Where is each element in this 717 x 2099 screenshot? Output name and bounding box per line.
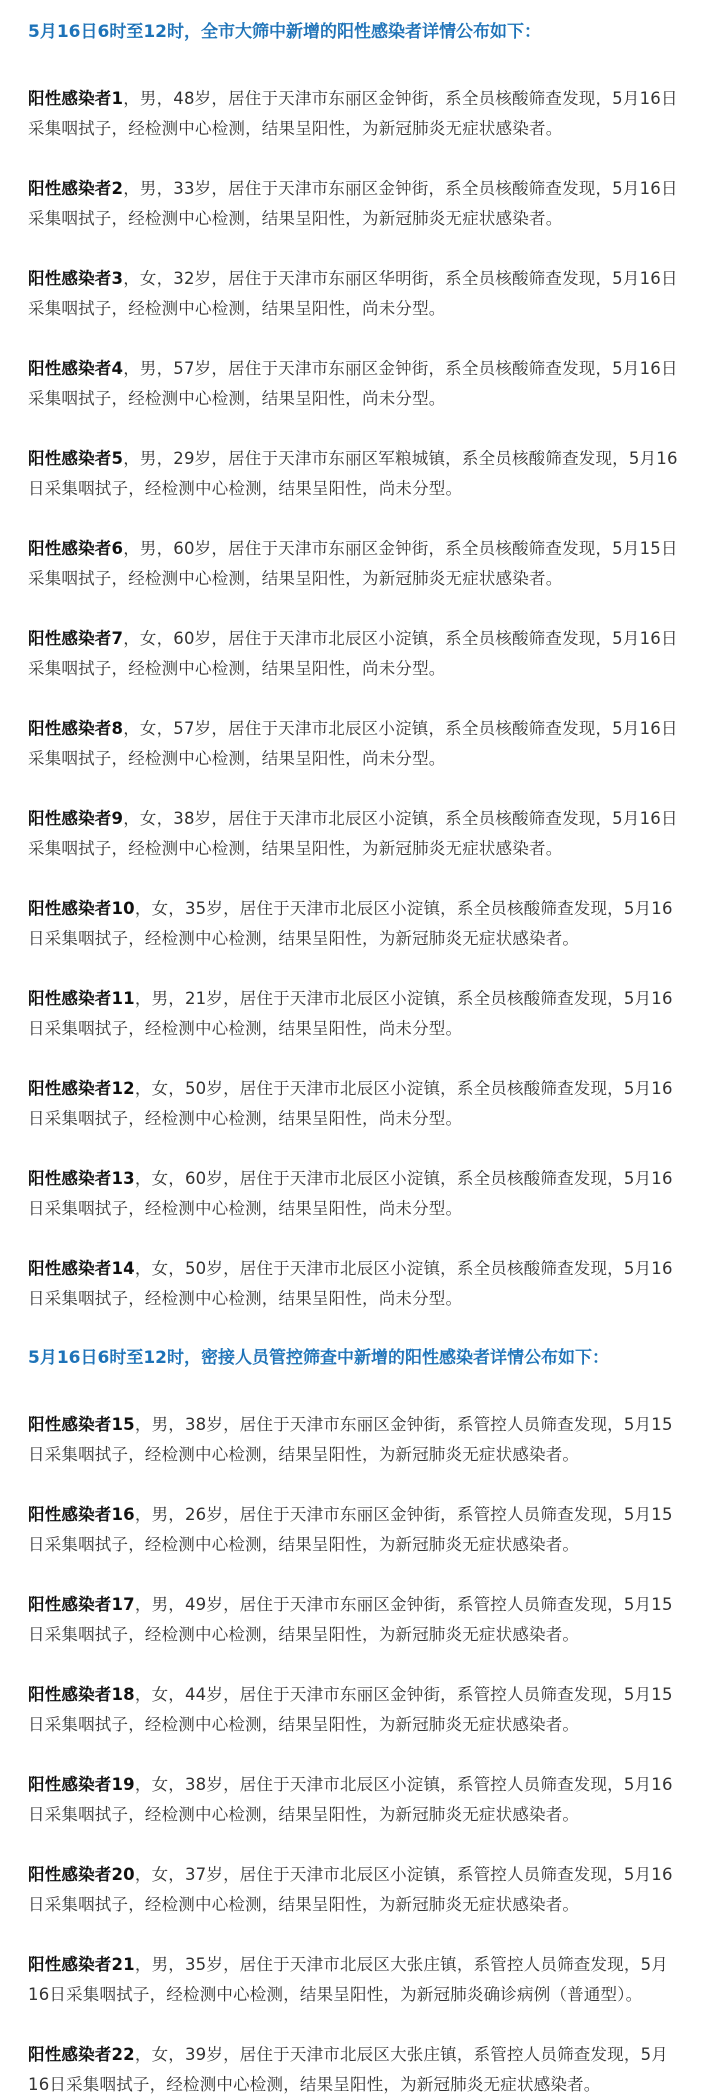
case-details: ，女，38岁，居住于天津市北辰区小淀镇，系全员核酸筛查发现，5月16日采集咽拭子，经检测中心检测，结果呈阳性，为新冠肺炎无症状感染者。 — [28, 809, 678, 858]
case-details: ，女，44岁，居住于天津市东丽区金钟街，系管控人员筛查发现，5月15日采集咽拭子，经检测中心检测，结果呈阳性，为新冠肺炎无症状感染者。 — [28, 1685, 673, 1734]
case-paragraph — [28, 1860, 688, 1919]
case-paragraph — [28, 264, 688, 323]
case-paragraph — [28, 174, 688, 233]
case-paragraph — [28, 354, 688, 413]
case-label: 阳性感染者19 — [28, 1775, 135, 1794]
case-paragraph — [28, 1500, 688, 1559]
case-details: ，男，48岁，居住于天津市东丽区金钟街，系全员核酸筛查发现，5月16日采集咽拭子，经检测中心检测，结果呈阳性，为新冠肺炎无症状感染者。 — [28, 89, 678, 138]
section-heading: 5月16日6时至12时，全市大筛中新增的阳性感染者详情公布如下： — [28, 22, 541, 42]
case-details: ，女，32岁，居住于天津市东丽区华明街，系全员核酸筛查发现，5月16日采集咽拭子，经检测中心检测，结果呈阳性，尚未分型。 — [28, 269, 678, 318]
case-details: ，男，35岁，居住于天津市北辰区大张庄镇，系管控人员筛查发现，5月16日采集咽拭子，经检测中心检测，结果呈阳性，为新冠肺炎确诊病例（普通型）。 — [28, 1955, 668, 2004]
case-details: ，女，57岁，居住于天津市北辰区小淀镇，系全员核酸筛查发现，5月16日采集咽拭子，经检测中心检测，结果呈阳性，尚未分型。 — [28, 719, 678, 768]
case-label: 阳性感染者18 — [28, 1685, 135, 1704]
case-paragraph — [28, 1590, 688, 1649]
case-details: ，女，60岁，居住于天津市北辰区小淀镇，系全员核酸筛查发现，5月16日采集咽拭子，经检测中心检测，结果呈阳性，尚未分型。 — [28, 629, 678, 678]
case-details: ，女，60岁，居住于天津市北辰区小淀镇，系全员核酸筛查发现，5月16日采集咽拭子，经检测中心检测，结果呈阳性，尚未分型。 — [28, 1169, 673, 1218]
case-paragraph — [28, 84, 688, 143]
case-paragraph — [28, 1410, 688, 1469]
case-details: ，男，26岁，居住于天津市东丽区金钟街，系管控人员筛查发现，5月15日采集咽拭子，经检测中心检测，结果呈阳性，为新冠肺炎无症状感染者。 — [28, 1505, 673, 1554]
case-label: 阳性感染者13 — [28, 1169, 135, 1188]
case-details: ，男，29岁，居住于天津市东丽区军粮城镇，系全员核酸筛查发现，5月16日采集咽拭子，经检测中心检测，结果呈阳性，尚未分型。 — [28, 449, 678, 498]
case-paragraph — [28, 444, 688, 503]
case-label: 阳性感染者11 — [28, 989, 135, 1008]
case-details: ，男，49岁，居住于天津市东丽区金钟街，系管控人员筛查发现，5月15日采集咽拭子，经检测中心检测，结果呈阳性，为新冠肺炎无症状感染者。 — [28, 1595, 673, 1644]
case-label: 阳性感染者3 — [28, 269, 124, 288]
case-label: 阳性感染者22 — [28, 2045, 135, 2064]
case-paragraph — [28, 1074, 688, 1133]
case-label: 阳性感染者2 — [28, 179, 124, 198]
case-label: 阳性感染者7 — [28, 629, 124, 648]
case-details: ，男，57岁，居住于天津市东丽区金钟街，系全员核酸筛查发现，5月16日采集咽拭子，经检测中心检测，结果呈阳性，尚未分型。 — [28, 359, 678, 408]
case-details: ，女，50岁，居住于天津市北辰区小淀镇，系全员核酸筛查发现，5月16日采集咽拭子，经检测中心检测，结果呈阳性，尚未分型。 — [28, 1079, 673, 1128]
case-details: ，女，37岁，居住于天津市北辰区小淀镇，系管控人员筛查发现，5月16日采集咽拭子，经检测中心检测，结果呈阳性，为新冠肺炎无症状感染者。 — [28, 1865, 673, 1914]
case-details: ，女，39岁，居住于天津市北辰区大张庄镇，系管控人员筛查发现，5月16日采集咽拭子，经检测中心检测，结果呈阳性，为新冠肺炎无症状感染者。 — [28, 2045, 668, 2094]
case-paragraph — [28, 1770, 688, 1829]
section-close-contact-screening — [28, 1344, 688, 2099]
article-body — [28, 0, 688, 2099]
case-label: 阳性感染者16 — [28, 1505, 135, 1524]
case-paragraph — [28, 534, 688, 593]
case-label: 阳性感染者4 — [28, 359, 124, 378]
case-label: 阳性感染者5 — [28, 449, 124, 468]
case-paragraph — [28, 714, 688, 773]
case-details: ，女，38岁，居住于天津市北辰区小淀镇，系管控人员筛查发现，5月16日采集咽拭子，经检测中心检测，结果呈阳性，为新冠肺炎无症状感染者。 — [28, 1775, 673, 1824]
case-label: 阳性感染者20 — [28, 1865, 135, 1884]
case-paragraph — [28, 1254, 688, 1313]
case-paragraph — [28, 1164, 688, 1223]
case-details: ，女，50岁，居住于天津市北辰区小淀镇，系全员核酸筛查发现，5月16日采集咽拭子，经检测中心检测，结果呈阳性，尚未分型。 — [28, 1259, 673, 1308]
case-details: ，男，60岁，居住于天津市东丽区金钟街，系全员核酸筛查发现，5月15日采集咽拭子，经检测中心检测，结果呈阳性，为新冠肺炎无症状感染者。 — [28, 539, 678, 588]
case-paragraph — [28, 1950, 688, 2009]
section-mass-screening — [28, 18, 688, 1313]
case-label: 阳性感染者6 — [28, 539, 124, 558]
case-label: 阳性感染者9 — [28, 809, 124, 828]
case-paragraph — [28, 1680, 688, 1739]
case-label: 阳性感染者14 — [28, 1259, 135, 1278]
case-label: 阳性感染者10 — [28, 899, 135, 918]
case-label: 阳性感染者8 — [28, 719, 124, 738]
section-heading: 5月16日6时至12时，密接人员管控筛查中新增的阳性感染者详情公布如下： — [28, 1348, 609, 1368]
case-label: 阳性感染者1 — [28, 89, 124, 108]
case-paragraph — [28, 984, 688, 1043]
case-details: ，女，35岁，居住于天津市北辰区小淀镇，系全员核酸筛查发现，5月16日采集咽拭子，经检测中心检测，结果呈阳性，为新冠肺炎无症状感染者。 — [28, 899, 673, 948]
case-label: 阳性感染者21 — [28, 1955, 135, 1974]
case-paragraph — [28, 804, 688, 863]
case-details: ，男，38岁，居住于天津市东丽区金钟街，系管控人员筛查发现，5月15日采集咽拭子，经检测中心检测，结果呈阳性，为新冠肺炎无症状感染者。 — [28, 1415, 673, 1464]
case-paragraph — [28, 624, 688, 683]
case-paragraph — [28, 2040, 688, 2099]
case-details: ，男，33岁，居住于天津市东丽区金钟街，系全员核酸筛查发现，5月16日采集咽拭子，经检测中心检测，结果呈阳性，为新冠肺炎无症状感染者。 — [28, 179, 678, 228]
case-label: 阳性感染者15 — [28, 1415, 135, 1434]
case-paragraph — [28, 894, 688, 953]
case-details: ，男，21岁，居住于天津市北辰区小淀镇，系全员核酸筛查发现，5月16日采集咽拭子，经检测中心检测，结果呈阳性，尚未分型。 — [28, 989, 673, 1038]
case-label: 阳性感染者17 — [28, 1595, 135, 1614]
case-label: 阳性感染者12 — [28, 1079, 135, 1098]
